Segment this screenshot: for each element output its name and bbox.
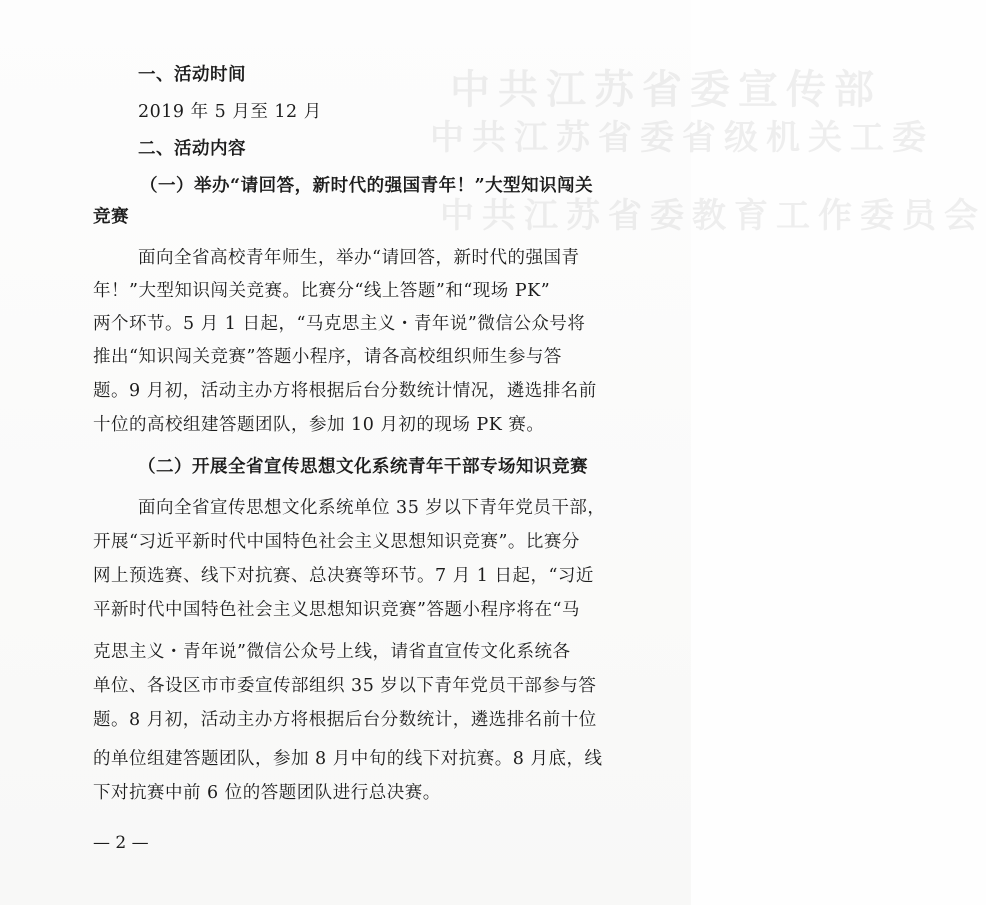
paragraph-line: 单位、各设区市市委宣传部组织 35 岁以下青年党员干部参与答 xyxy=(93,676,597,696)
paragraph-line: 下对抗赛中前 6 位的答题团队进行总决赛。 xyxy=(93,783,441,803)
subsection-title-1: （一）举办“请回答，新时代的强国青年！”大型知识闯关 xyxy=(140,176,594,196)
paragraph-line: 平新时代中国特色社会主义思想知识竞赛”答题小程序将在“马 xyxy=(93,600,580,620)
subsection-title-1-cont: 竞赛 xyxy=(93,207,129,227)
section-heading-time: 一、活动时间 xyxy=(138,65,246,85)
bleed-through-text: 中共江苏省委省级机关工委 xyxy=(430,118,934,158)
paragraph-line: 面向全省高校青年师生，举办“请回答，新时代的强国青 xyxy=(138,248,580,268)
paragraph-line: 面向全省宣传思想文化系统单位 35 岁以下青年党员干部， xyxy=(138,498,606,518)
page-number: — 2 — xyxy=(93,833,149,853)
section-heading-content: 二、活动内容 xyxy=(138,139,246,159)
paragraph-line: 题。9 月初，活动主办方将根据后台分数统计情况，遴选排名前 xyxy=(93,381,597,401)
paragraph-line: 克思主义・青年说”微信公众号上线，请省直宣传文化系统各 xyxy=(93,642,571,662)
paragraph-line: 网上预选赛、线下对抗赛、总决赛等环节。7 月 1 日起，“习近 xyxy=(93,566,594,586)
bleed-through-text: 中共江苏省委教育工作委员会 xyxy=(440,196,986,236)
section-body-time: 2019 年 5 月至 12 月 xyxy=(138,102,322,122)
subsection-title-2: （二）开展全省宣传思想文化系统青年干部专场知识竞赛 xyxy=(138,457,588,477)
paragraph-line: 开展“习近平新时代中国特色社会主义思想知识竞赛”。比赛分 xyxy=(93,532,580,552)
bleed-through-text: 中共江苏省委宣传部 xyxy=(450,66,882,113)
paragraph-line: 两个环节。5 月 1 日起，“马克思主义・青年说”微信公众号将 xyxy=(93,314,586,334)
paragraph-line: 题。8 月初，活动主办方将根据后台分数统计，遴选排名前十位 xyxy=(93,710,597,730)
paragraph-line: 的单位组建答题团队，参加 8 月中旬的线下对抗赛。8 月底，线 xyxy=(93,749,603,769)
paragraph-line: 十位的高校组建答题团队，参加 10 月初的现场 PK 赛。 xyxy=(93,415,545,435)
paragraph-line: 推出“知识闯关竞赛”答题小程序，请各高校组织师生参与答 xyxy=(93,347,562,367)
paragraph-line: 年！”大型知识闯关竞赛。比赛分“线上答题”和“现场 PK” xyxy=(93,281,551,301)
